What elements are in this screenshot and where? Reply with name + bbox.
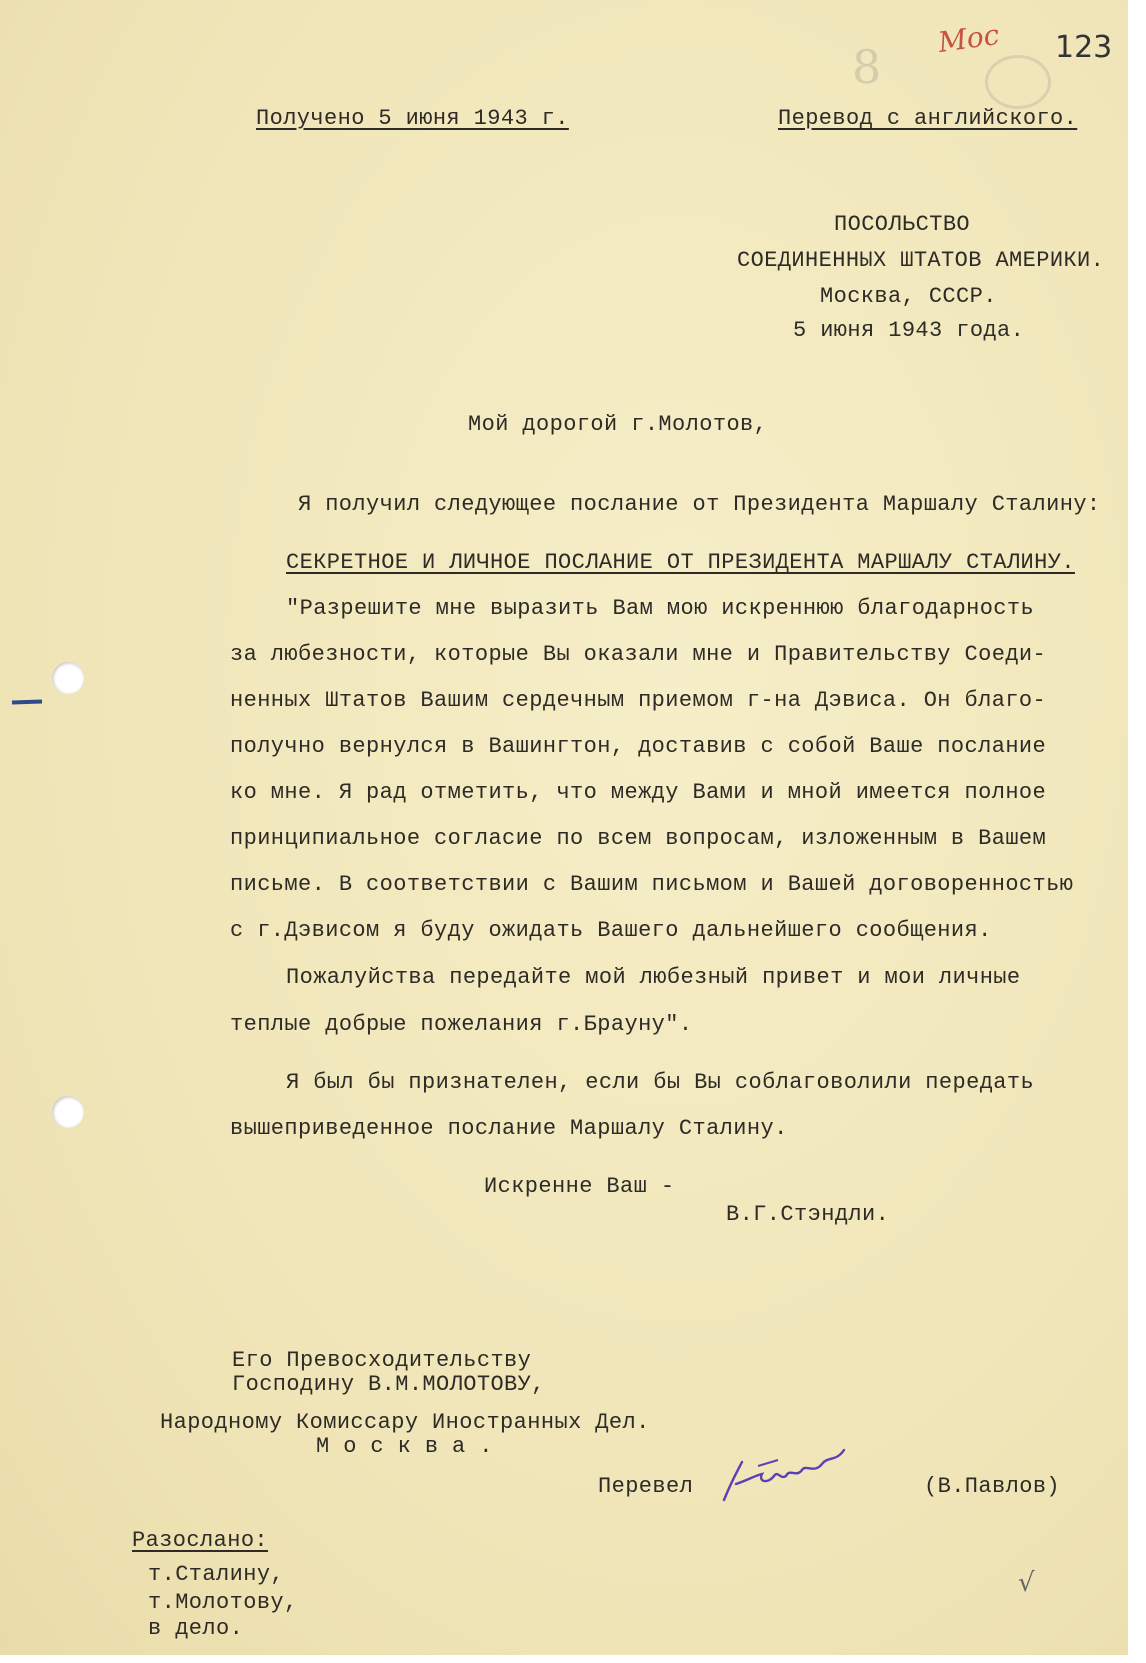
message-line: "Разрешите мне выразить Вам мою искреннюю благодарность (286, 596, 1035, 621)
binding-thread (12, 699, 42, 704)
message-line: с г.Дэвисом я буду ожидать Вашего дальнейшего сообщения. (230, 918, 992, 943)
message-line: принципиальное согласие по всем вопросам, изложенным в Вашем (230, 826, 1047, 851)
message-line: Пожалуйства передайте мой любезный привет и мои личные (286, 965, 1021, 990)
distribution-title: Разослано: (132, 1528, 269, 1553)
message-line: ненных Штатов Вашим сердечным приемом г-на Дэвиса. Он благо- (230, 688, 1047, 713)
faint-circle-mark (985, 55, 1051, 109)
salutation: Мой дорогой г.Молотов, (468, 412, 768, 437)
distribution-item: т.Сталину, (148, 1562, 285, 1587)
message-line: получно вернулся в Вашингтон, доставив с собой Ваше послание (230, 734, 1047, 759)
punch-hole-upper (52, 662, 84, 694)
translator-name: (В.Павлов) (924, 1474, 1061, 1499)
folio-number: 123 (1055, 30, 1113, 65)
closing-line: Я был бы признателен, если бы Вы соблаговолили передать (286, 1070, 1035, 1095)
addressee-name: Господину В.М.МОЛОТОВУ, (232, 1372, 545, 1397)
translator-label: Перевел (598, 1474, 694, 1499)
sender-city: Москва, СССР. (820, 284, 997, 309)
sender-date: 5 июня 1943 года. (793, 318, 1025, 343)
received-date: Получено 5 июня 1943 г. (256, 106, 569, 131)
message-line: письме. В соответствии с Вашим письмом и Вашей договоренностью (230, 872, 1074, 897)
translator-signature (718, 1440, 858, 1510)
intro-line: Я получил следующее послание от Президента Маршалу Сталину: (298, 492, 1101, 517)
message-title: СЕКРЕТНОЕ И ЛИЧНОЕ ПОСЛАНИЕ ОТ ПРЕЗИДЕНТА МАРШАЛУ СТАЛИНУ. (286, 550, 1075, 575)
message-line: ко мне. Я рад отметить, что между Вами и мной имеется полное (230, 780, 1047, 805)
check-mark: √ (1018, 1568, 1035, 1598)
addressee-city: М о с к в а . (316, 1434, 493, 1459)
addressee-position: Народному Комиссару Иностранных Дел. (160, 1410, 650, 1435)
punch-hole-lower (52, 1096, 84, 1128)
message-line: теплые добрые пожелания г.Брауну". (230, 1012, 693, 1037)
distribution-item: в дело. (148, 1616, 244, 1641)
sender-embassy: ПОСОЛЬСТВО (834, 212, 971, 237)
addressee-title: Его Превосходительству (232, 1348, 532, 1373)
sender-country: СОЕДИНЕННЫХ ШТАТОВ АМЕРИКИ. (737, 248, 1105, 273)
message-line: за любезности, которые Вы оказали мне и Правительству Соеди- (230, 642, 1047, 667)
closing-line: вышеприведенное послание Маршалу Сталину. (230, 1116, 788, 1141)
signoff-name: В.Г.Стэндли. (726, 1202, 890, 1227)
faint-archive-number: 8 (852, 40, 882, 94)
signoff-sincerely: Искренне Ваш - (484, 1174, 675, 1199)
distribution-item: т.Молотову, (148, 1590, 298, 1615)
handwritten-red-note: Мос (936, 17, 1002, 60)
translation-note: Перевод с английского. (778, 106, 1078, 131)
